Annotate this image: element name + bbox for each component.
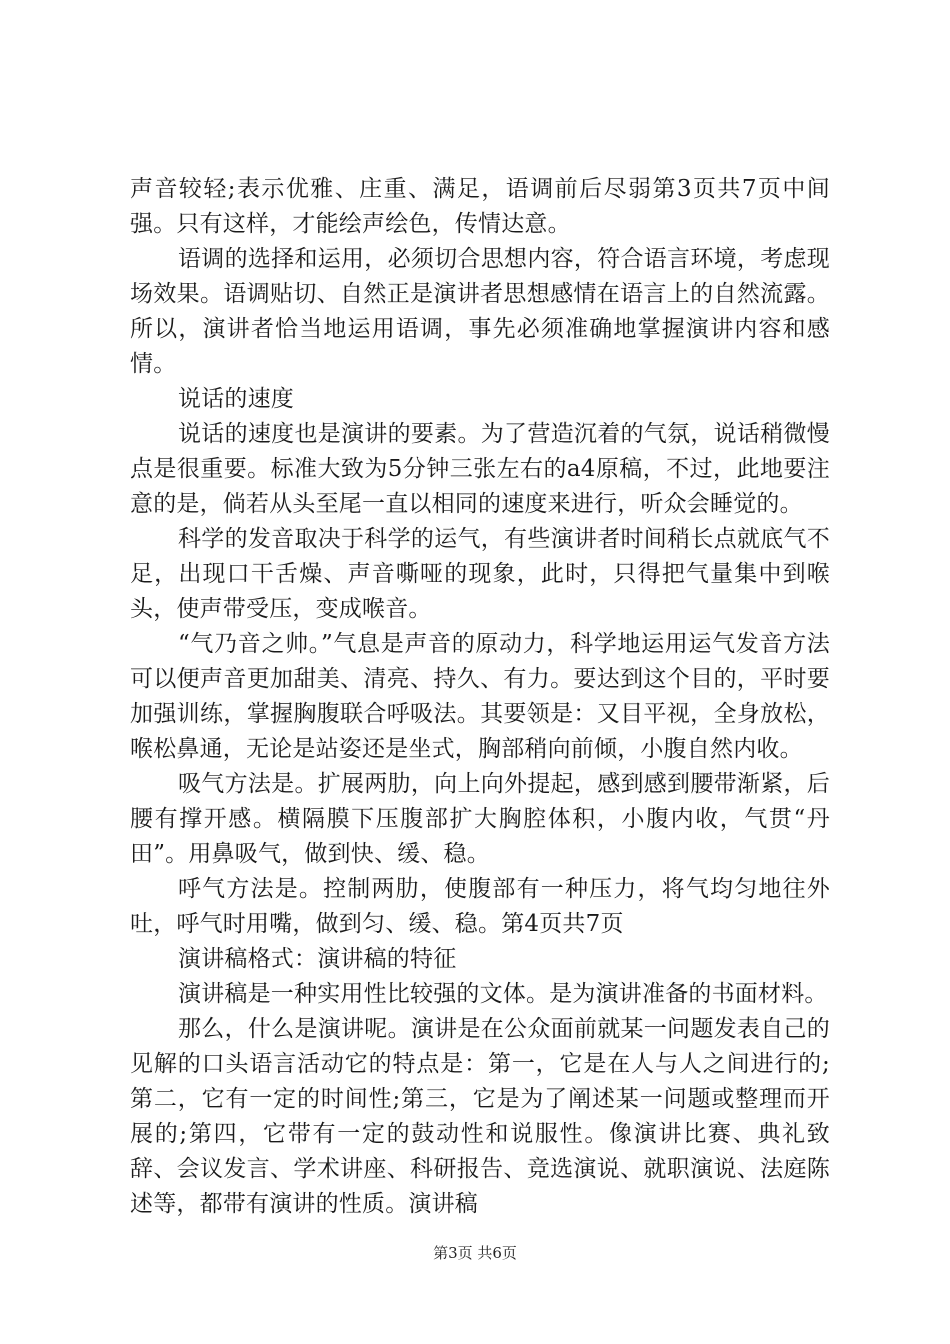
paragraph-breath-method: “气乃音之帅。”气息是声音的原动力，科学地运用运气发音方法可以便声音更加甜美、清亮、持久、有力。要达到这个目的，平时要加强训练，掌握胸腹联合呼吸法。其要领是：又目平视，全身放松，喉松鼻通，无论是站姿还是坐式，胸部稍向前倾，小腹自然内收。 [130, 631, 830, 762]
section-heading-format: 演讲稿格式：演讲稿的特征 [178, 946, 457, 972]
page-footer: 第3页 共6页 [433, 1244, 517, 1262]
section-heading-speed: 说话的速度 [178, 386, 294, 412]
paragraph-speaking-speed: 说话的速度也是演讲的要素。为了营造沉着的气氛，说话稍微慢点是很重要。标准大致为5分钟三张左右的a4原稿，不过，此地要注意的是，倘若从头至尾一直以相同的速度来进行，听众会睡觉的。 [130, 421, 830, 517]
document-body [130, 172, 830, 1222]
paragraph-breathing-science: 科学的发音取决于科学的运气，有些演讲者时间稍长点就底气不足，出现口干舌燥、声音嘶哑的现象，此时，只得把气量集中到喉头，使声带受压，变成喉音。 [130, 526, 830, 622]
paragraph-exhale: 呼气方法是。控制两肋，使腹部有一种压力，将气均匀地往外吐，呼气时用嘴，做到匀、缓、稳。第4页共7页 [130, 876, 830, 937]
paragraph-intonation-choice: 语调的选择和运用，必须切合思想内容，符合语言环境，考虑现场效果。语调贴切、自然正是演讲者思想感情在语言上的自然流露。所以，演讲者恰当地运用语调，事先必须准确地掌握演讲内容和感情。 [130, 246, 830, 377]
paragraph-intonation-end: 声音较轻;表示优雅、庄重、满足，语调前后尽弱第3页共7页中间强。只有这样，才能绘声绘色，传情达意。 [130, 176, 830, 237]
paragraph-speech-draft: 演讲稿是一种实用性比较强的文体。是为演讲准备的书面材料。 [178, 981, 828, 1007]
paragraph-inhale: 吸气方法是。扩展两肋，向上向外提起，感到感到腰带渐紧，后腰有撑开感。横隔膜下压腹部扩大胸腔体积，小腹内收，气贯“丹田”。用鼻吸气，做到快、缓、稳。 [130, 771, 830, 867]
paragraph-what-is-speech: 那么，什么是演讲呢。演讲是在公众面前就某一问题发表自己的见解的口头语言活动它的特点是：第一，它是在人与人之间进行的;第二，它有一定的时间性;第三，它是为了阐述某一问题或整理而开展的;第四，它带有一定的鼓动性和说服性。像演讲比赛、典礼致辞、会议发言、学术讲座、科研报告、竞选演说、就职演说、法庭陈述等，都带有演讲的性质。演讲稿 [130, 1016, 830, 1217]
